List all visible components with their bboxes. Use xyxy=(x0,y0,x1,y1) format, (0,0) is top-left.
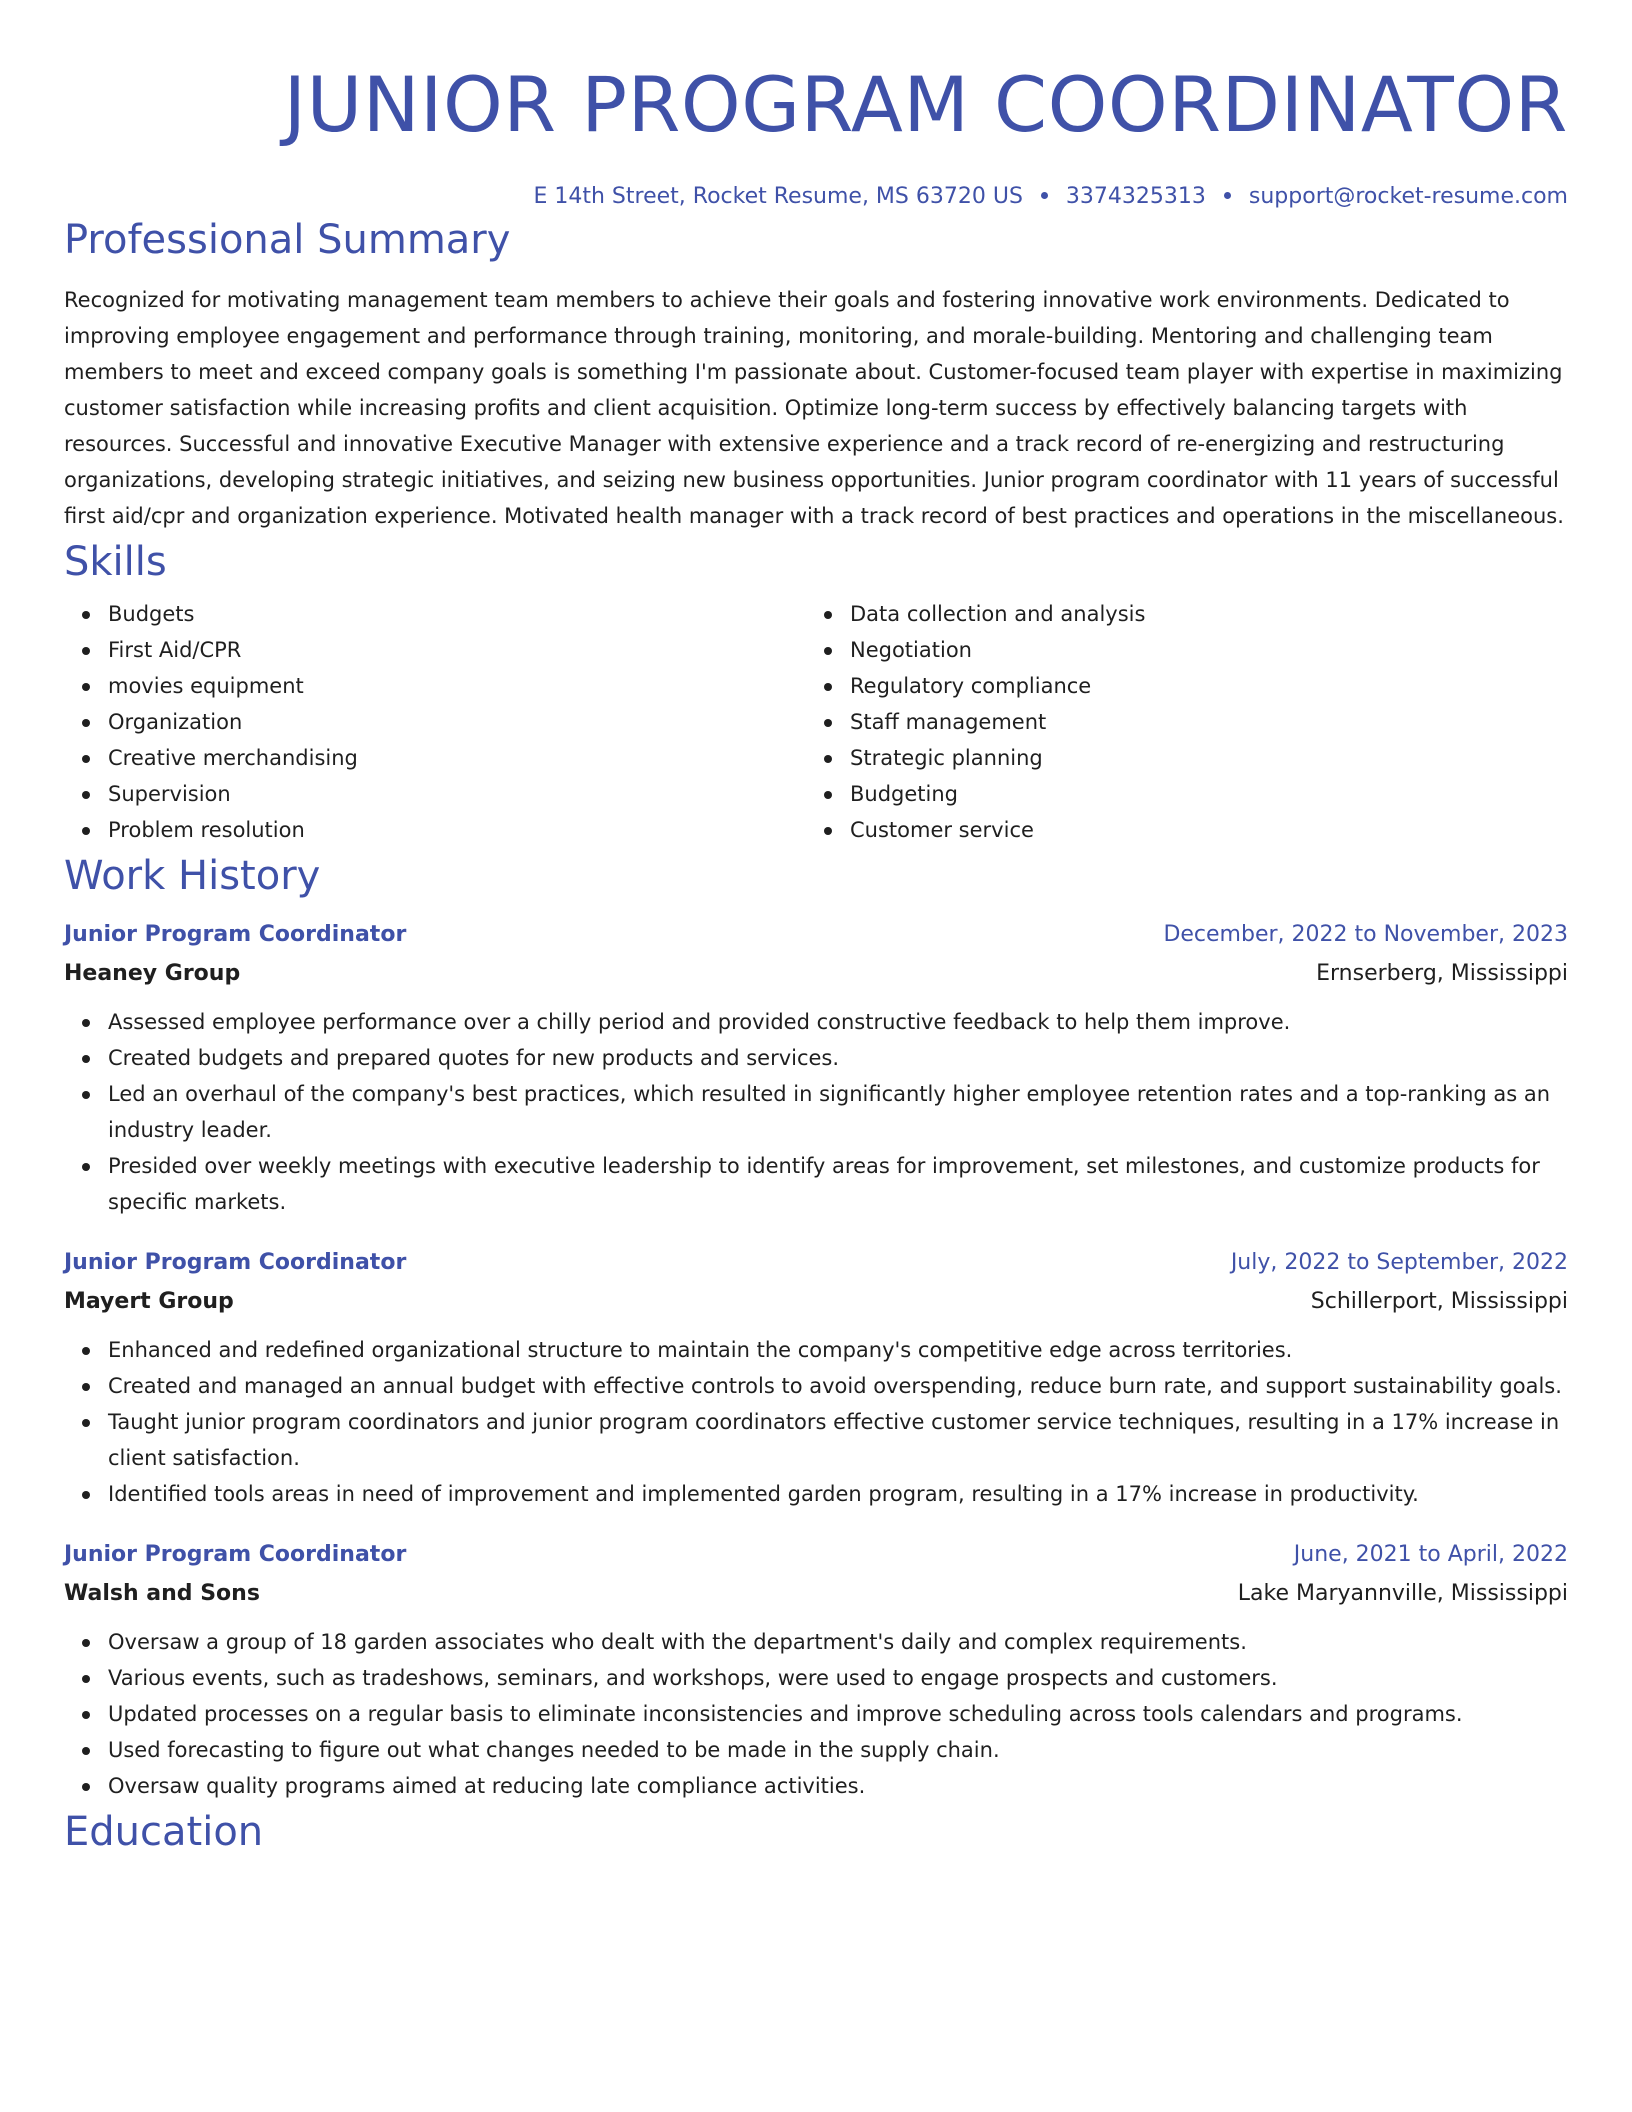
job-bullet: Identified tools areas in need of improvement and implemented garden program, resulting in a 17% increase in productivity. xyxy=(108,1476,1568,1512)
education-heading: Education xyxy=(64,1809,264,1855)
skills-heading: Skills xyxy=(64,539,167,585)
resume-name: JUNIOR PROGRAM COORDINATOR xyxy=(283,60,1568,149)
job-location: Lake Maryannville, Mississippi xyxy=(1237,1581,1568,1606)
job-company: Walsh and Sons xyxy=(64,1581,260,1606)
skill-item: Budgets xyxy=(108,596,806,632)
skill-item: Organization xyxy=(108,704,806,740)
job-location: Ernserberg, Mississippi xyxy=(1316,961,1568,986)
job-dates: July, 2022 to September, 2022 xyxy=(1230,1250,1568,1275)
skills-column-right xyxy=(806,596,1548,848)
skills-column-left xyxy=(64,596,806,848)
job-dates: June, 2021 to April, 2022 xyxy=(1293,1542,1568,1567)
job-bullets xyxy=(64,1004,1568,1220)
job-bullet: Updated processes on a regular basis to eliminate inconsistencies and improve scheduling across tools calendars and programs. xyxy=(108,1696,1568,1732)
job-bullet: Assessed employee performance over a chilly period and provided constructive feedback to help them improve. xyxy=(108,1004,1568,1040)
skill-item: Customer service xyxy=(850,812,1548,848)
job-bullet: Created and managed an annual budget with effective controls to avoid overspending, reduce burn rate, and support sustainability goals. xyxy=(108,1368,1568,1404)
job-bullets xyxy=(64,1624,1568,1804)
skill-item: First Aid/CPR xyxy=(108,632,806,668)
skill-item: Data collection and analysis xyxy=(850,596,1548,632)
job-entry xyxy=(64,1536,1568,1804)
skill-item: Supervision xyxy=(108,776,806,812)
job-bullet: Oversaw a group of 18 garden associates who dealt with the department's daily and complex requirements. xyxy=(108,1624,1568,1660)
job-title: Junior Program Coordinator xyxy=(64,1250,407,1275)
job-bullet: Various events, such as tradeshows, seminars, and workshops, were used to engage prospects and customers. xyxy=(108,1660,1568,1696)
job-title: Junior Program Coordinator xyxy=(64,1542,407,1567)
skill-item: Creative merchandising xyxy=(108,740,806,776)
skills-list xyxy=(64,596,1568,848)
job-bullet: Used forecasting to figure out what changes needed to be made in the supply chain. xyxy=(108,1732,1568,1768)
job-company-row xyxy=(64,1574,1568,1614)
work-history-heading: Work History xyxy=(64,853,321,899)
job-header-row xyxy=(64,916,1568,954)
skill-item: Budgeting xyxy=(850,776,1548,812)
job-entry xyxy=(64,916,1568,1220)
contact-email[interactable]: support@rocket-resume.com xyxy=(1248,184,1568,209)
contact-line xyxy=(64,182,1568,212)
separator-dot xyxy=(1224,192,1231,199)
skill-item: Strategic planning xyxy=(850,740,1548,776)
separator-dot xyxy=(1041,192,1048,199)
job-header-row xyxy=(64,1244,1568,1282)
job-company: Heaney Group xyxy=(64,961,241,986)
job-company-row xyxy=(64,954,1568,994)
job-bullets xyxy=(64,1332,1568,1512)
job-bullet: Led an overhaul of the company's best practices, which resulted in significantly higher employee retention rates and a top-ranking as an industry leader. xyxy=(108,1076,1568,1148)
skill-item: Staff management xyxy=(850,704,1548,740)
job-company-row xyxy=(64,1282,1568,1322)
job-entry xyxy=(64,1244,1568,1512)
job-location: Schillerport, Mississippi xyxy=(1310,1289,1568,1314)
job-bullet: Taught junior program coordinators and junior program coordinators effective customer service techniques, resulting in a 17% increase in client satisfaction. xyxy=(108,1404,1568,1476)
contact-phone: 3374325313 xyxy=(1065,184,1206,209)
summary-heading: Professional Summary xyxy=(64,217,511,263)
skill-item: Regulatory compliance xyxy=(850,668,1548,704)
skill-item: Problem resolution xyxy=(108,812,806,848)
job-company: Mayert Group xyxy=(64,1289,234,1314)
job-dates: December, 2022 to November, 2023 xyxy=(1163,922,1568,947)
skill-item: Negotiation xyxy=(850,632,1548,668)
job-bullet: Enhanced and redefined organizational structure to maintain the company's competitive edge across territories. xyxy=(108,1332,1568,1368)
job-header-row xyxy=(64,1536,1568,1574)
job-bullet: Created budgets and prepared quotes for new products and services. xyxy=(108,1040,1568,1076)
summary-text: Recognized for motivating management team members to achieve their goals and fostering innovative work environments. Dedicated to improving employee engagement and performance through training, monitoring, and morale-building. Mentoring and challenging team members to meet and exceed company goals is something I'm passionate about. Customer-focused team player with expertise in maximizing customer satisfaction while increasing profits and client acquisition. Optimize long-term success by effectively balancing targets with resources. Successful and innovative Executive Manager with extensive experience and a track record of re-energizing and restructuring organizations, developing strategic initiatives, and seizing new business opportunities. Junior program coordinator with 11 years of successful first aid/cpr and organization experience. Motivated health manager with a track record of best practices and operations in the miscellaneous. xyxy=(64,288,1564,528)
job-bullet: Presided over weekly meetings with executive leadership to identify areas for improvement, set milestones, and customize products for specific markets. xyxy=(108,1148,1568,1220)
job-bullet: Oversaw quality programs aimed at reducing late compliance activities. xyxy=(108,1768,1568,1804)
contact-address: E 14th Street, Rocket Resume, MS 63720 US xyxy=(533,184,1023,209)
job-title: Junior Program Coordinator xyxy=(64,922,407,947)
skill-item: movies equipment xyxy=(108,668,806,704)
